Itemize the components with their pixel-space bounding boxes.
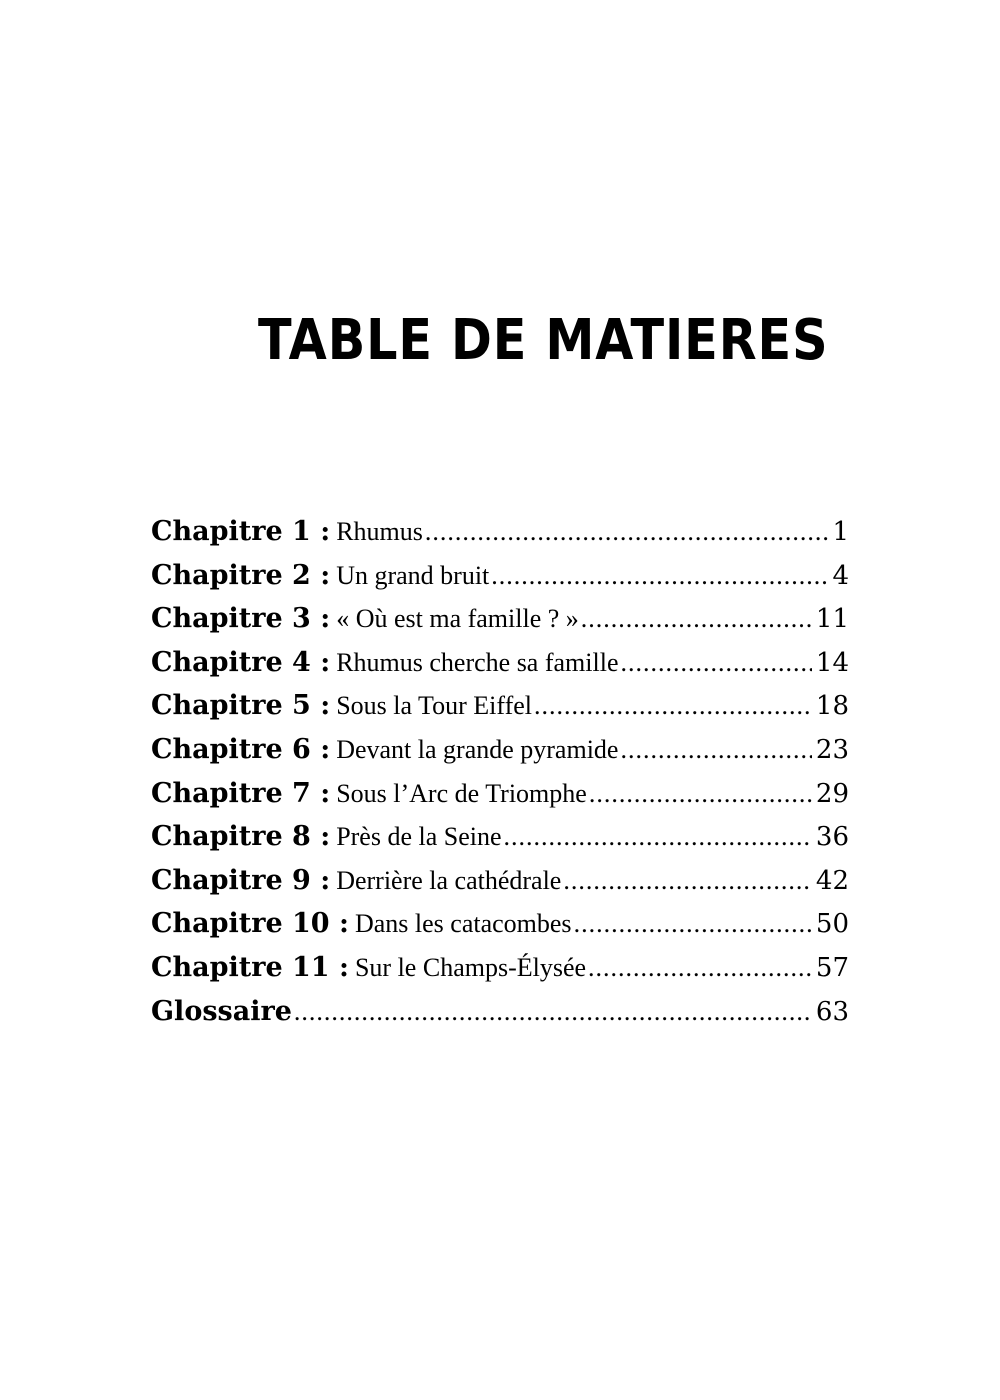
toc-entry-page: 36 [815,822,849,853]
toc-entry-glossary [151,996,849,1040]
toc-title: TABLE DE MATIERES [258,308,829,373]
toc-entry-chapter-6 [151,734,849,778]
toc-entry-label: Chapitre 3 : [151,603,331,635]
toc-entry-page: 4 [832,560,849,591]
dot-leader [425,517,829,547]
toc-entry-name: Rhumus [336,517,423,546]
toc-entry-name: « Où est ma famille ? » [336,604,579,634]
toc-entry-name: Sous la Tour Eiffel [336,691,532,721]
toc-entry-name: Un grand bruit [336,560,490,590]
toc-entry-name: Sous l’Arc de Triomphe [336,778,587,808]
toc-entry-page: 50 [815,909,849,940]
toc-entry-page: 57 [815,952,849,983]
toc-entry-label: Chapitre 11 : [151,951,349,983]
dot-leader [589,779,812,809]
toc-entry-chapter-1 [151,516,849,560]
toc-entry-chapter-7 [151,778,849,822]
toc-entry-page: 63 [815,996,849,1027]
toc-entry-label: Chapitre 7 : [151,777,331,809]
toc-entry-name: Sur le Champs-Élysée [354,952,587,982]
toc-entry-label: Glossaire [151,995,292,1027]
toc-entry-page: 29 [815,778,849,809]
toc-entry-label: Chapitre 5 : [151,690,331,722]
toc-entry-chapter-3 [151,603,849,647]
toc-entry-chapter-2 [151,560,849,604]
toc-entry-label: Chapitre 4 : [151,646,331,678]
toc-entry-name: Dans les catacombes [354,909,572,939]
dot-leader [620,735,811,765]
toc-entry-label: Chapitre 8 : [151,821,331,853]
dot-leader [588,953,812,983]
toc-entry-chapter-9 [151,865,849,909]
toc-entry-label: Chapitre 6 : [151,733,331,765]
dot-leader [581,604,812,634]
dot-leader [620,648,811,678]
dot-leader [563,866,812,896]
dot-leader [491,561,828,591]
toc-entry-name: Près de la Seine [336,822,502,852]
toc-entry-page: 23 [815,734,849,765]
dot-leader [294,997,812,1027]
toc-entry-chapter-11 [151,952,849,996]
toc-list [151,516,849,1039]
toc-entry-chapter-5 [151,690,849,734]
toc-entry-page: 18 [815,691,849,722]
dot-leader [504,822,812,852]
toc-entry-label: Chapitre 1 : [151,516,331,547]
toc-entry-name: Devant la grande pyramide [336,734,619,764]
toc-entry-chapter-8 [151,821,849,865]
toc-entry-label: Chapitre 2 : [151,559,331,591]
toc-entry-chapter-4 [151,647,849,691]
dot-leader [534,691,812,721]
toc-entry-page: 42 [815,865,849,896]
toc-entry-chapter-10 [151,908,849,952]
toc-entry-name: Derrière la cathédrale [336,865,562,895]
toc-entry-page: 14 [815,647,849,678]
toc-entry-page: 1 [832,517,849,547]
toc-entry-name: Rhumus cherche sa famille [336,647,619,677]
toc-entry-page: 11 [815,604,849,635]
dot-leader [574,909,812,939]
toc-entry-label: Chapitre 9 : [151,864,331,896]
toc-entry-label: Chapitre 10 : [151,908,349,940]
